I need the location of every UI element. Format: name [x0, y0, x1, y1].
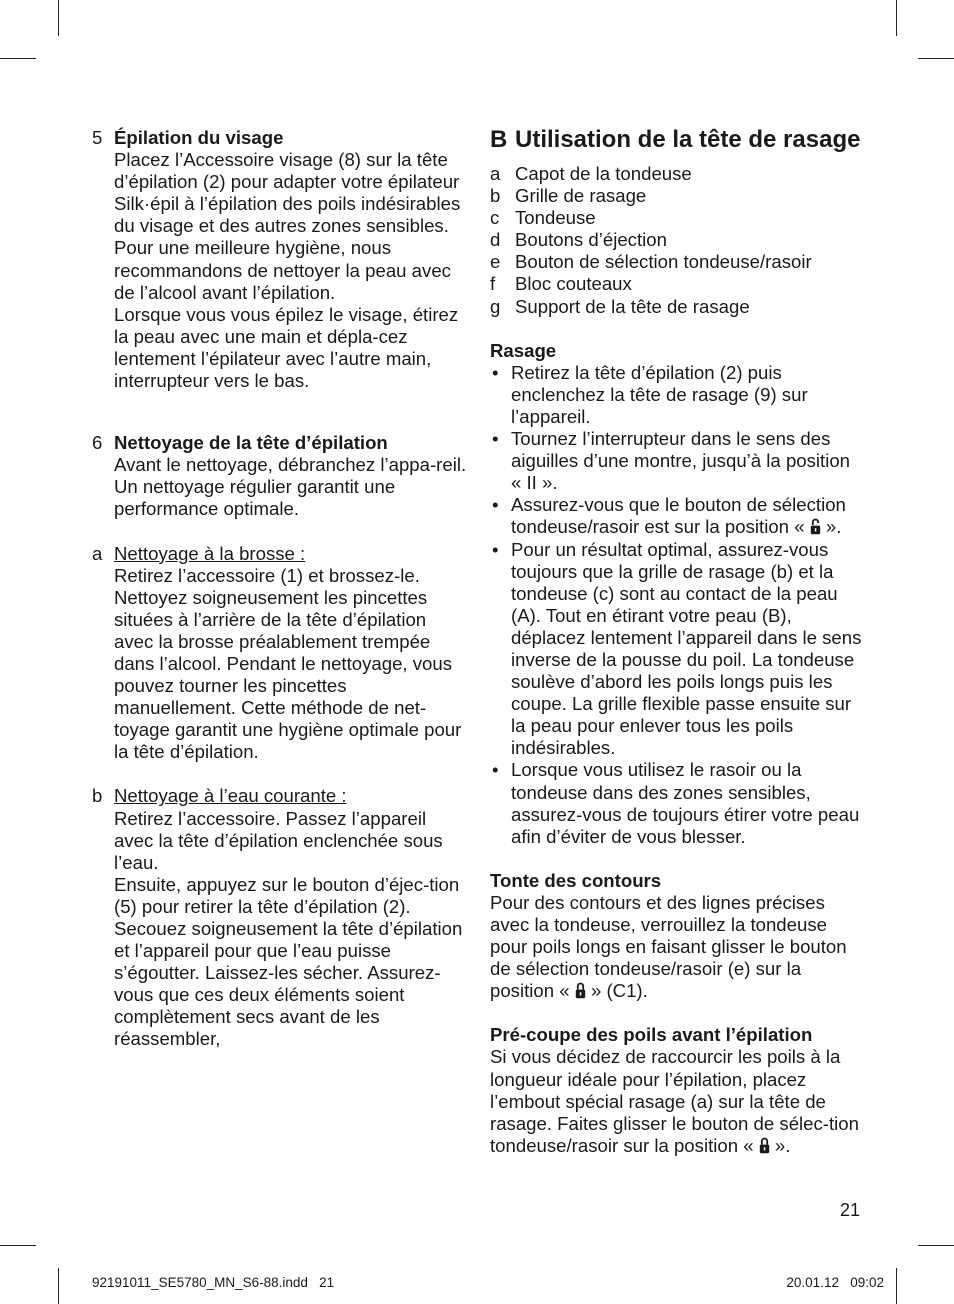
part-key: e — [490, 251, 501, 273]
paragraph-text: Pour des contours et des lignes précises avec la tondeuse, verrouillez la tondeuse pour poils longs en faisant glisser le bouton de sélection tondeuse/rasoir (e) sur la position « — [490, 891, 847, 1002]
bullet-text: Pour un résultat optimal, assurez-vous toujours que la grille de rasage (b) et la tondeuse (c) sont au contact de la peau (A). Tout en étirant votre peau (B), déplacez lentement l’appareil dans le sens inverse de la pousse du poil. La tondeuse soulève d’abord les poils longs puis les coupe. La grille flexible passe ensuite sur la peau pour enlever tous les poils indésirables. — [511, 538, 862, 759]
paragraph-text: Si vous décidez de raccourcir les poils à la longueur idéale pour l’épilation, placez l’embout spécial rasage (a) sur la tête de rasage. Faites glisser le bouton de sélec-tion tondeuse/rasoir sur la position « — [490, 1046, 859, 1156]
footer-filename: 92191011_SE5780_MN_S6-88.indd 21 — [92, 1275, 335, 1290]
crop-mark — [0, 1245, 36, 1246]
section-head-cleaning — [92, 432, 467, 520]
subsection-title: Pré-coupe des poils avant l’épilation — [490, 1024, 813, 1046]
paragraph: Lorsque vous vous épilez le visage, étirez la peau avec une main et dépla-cez lentement l’épilateur avec l’autre main, interrupteur vers le bas. — [114, 303, 459, 392]
bullet-dot: • — [492, 538, 499, 560]
bullet-text: Assurez-vous que le bouton de sélection tondeuse/rasoir est sur la position « — [511, 494, 846, 538]
part-label: Capot de la tondeuse — [515, 163, 692, 184]
crop-mark — [918, 1245, 954, 1246]
section-letter: B — [490, 126, 508, 153]
subsection-brush-cleaning — [92, 543, 467, 764]
paragraph: Secouez soigneusement la tête d’épilation et l’appareil pour que l’eau puisse s’égoutter. Laissez-les sécher. Assurez-vous que ces deux éléments soient complètement secs avant de les réassembler, — [114, 918, 463, 1050]
bullet-item — [490, 428, 862, 494]
part-label: Bloc couteaux — [515, 273, 632, 295]
part-key: g — [490, 295, 501, 317]
footer-timestamp: 20.01.12 09:02 — [786, 1275, 884, 1290]
section-number: 5 — [92, 127, 103, 148]
section-face-epilation — [92, 127, 467, 392]
section-title: Épilation du visage — [114, 127, 284, 148]
subsection-letter: a — [92, 542, 103, 564]
section-number: 6 — [92, 432, 103, 454]
crop-mark — [58, 1268, 59, 1304]
part-key: c — [490, 207, 500, 229]
section-heading-text: Utilisation de la tête de rasage — [515, 126, 861, 153]
crop-mark — [896, 1268, 897, 1304]
list-item — [490, 207, 862, 229]
part-label: Bouton de sélection tondeuse/rasoir — [515, 251, 812, 273]
section-pre-trim — [490, 1024, 862, 1157]
bullet-dot: • — [492, 428, 499, 450]
bullet-dot: • — [492, 361, 499, 383]
bullet-text: Lorsque vous utilisez le rasoir ou la tondeuse dans des zones sensibles, assurez-vous de toujours étirer votre peau afin d’éviter de vous blesser. — [511, 759, 860, 847]
subsection-title: Rasage — [490, 339, 557, 361]
bullet-text-end: ». — [825, 516, 842, 538]
part-key: f — [490, 273, 496, 295]
list-item — [490, 185, 862, 207]
bullet-dot: • — [492, 494, 499, 516]
right-column — [490, 127, 862, 1157]
crop-mark — [58, 0, 59, 36]
bullet-text: Tournez l’interrupteur dans le sens des aiguilles d’une montre, jusqu’à la position « II ». — [511, 428, 851, 494]
bullet-dot: • — [492, 759, 499, 781]
page-number: 21 — [839, 1200, 860, 1220]
subsection-title: Tonte des contours — [490, 869, 662, 891]
subsection-water-cleaning — [92, 785, 467, 1050]
part-key: b — [490, 185, 501, 207]
unlocked-padlock-icon — [810, 518, 821, 535]
bullet-item — [490, 494, 862, 538]
section-contour-trimming — [490, 870, 862, 1003]
bullet-item — [490, 539, 862, 760]
list-item — [490, 273, 862, 295]
paragraph: Retirez l’accessoire (1) et brossez-le. Nettoyez soigneusement les pincettes situées à l’arrière de la tête d’épilation avec la brosse préalablement trempée dans l’alcool. Pendant le nettoyage, vous pouvez tourner les pincettes manuellement. Cette méthode de net-toyage garantit une hygiène optimale pour la tête d’épilation. — [114, 564, 462, 763]
locked-padlock-icon — [575, 982, 586, 999]
subsection-letter: b — [92, 785, 103, 807]
paragraph: Placez l’Accessoire visage (8) sur la tête d’épilation (2) pour adapter votre épilateur Silk·épil à l’épilation des poils indésirables du visage et des autres zones sensibles. — [114, 149, 461, 237]
paragraph: Avant le nettoyage, débranchez l’appa-reil. Un nettoyage régulier garantit une performance optimale. — [114, 454, 467, 520]
crop-mark — [896, 0, 897, 36]
part-label: Grille de rasage — [515, 185, 647, 207]
bullet-text: Retirez la tête d’épilation (2) puis enclenchez la tête de rasage (9) sur l’appareil. — [511, 361, 808, 427]
part-label: Boutons d’éjection — [515, 229, 667, 251]
bullet-item — [490, 759, 862, 847]
subsection-title: Nettoyage à la brosse : — [114, 542, 306, 564]
part-label: Support de la tête de rasage — [515, 295, 750, 317]
crop-mark — [918, 58, 954, 59]
bullet-item — [490, 362, 862, 428]
crop-mark — [0, 58, 36, 59]
list-item — [490, 251, 862, 273]
subsection-title: Nettoyage à l’eau courante : — [114, 785, 347, 807]
parts-list — [490, 163, 862, 318]
paragraph: Pour une meilleure hygiène, nous recommandons de nettoyer la peau avec de l’alcool avant l’épilation. — [114, 237, 451, 303]
paragraph: Ensuite, appuyez sur le bouton d’éjec-tion (5) pour retirer la tête d’épilation (2). — [114, 873, 460, 917]
part-key: a — [490, 163, 501, 184]
left-column — [92, 127, 467, 1051]
section-title: Nettoyage de la tête d’épilation — [114, 432, 388, 454]
list-item — [490, 296, 862, 318]
part-key: d — [490, 229, 501, 251]
list-item — [490, 163, 862, 185]
section-shaving — [490, 340, 862, 848]
paragraph-text-end: ». — [774, 1134, 791, 1156]
paragraph — [490, 892, 862, 1002]
part-label: Tondeuse — [515, 207, 596, 229]
paragraph-text-end: » (C1). — [590, 980, 648, 1002]
locked-padlock-icon — [759, 1137, 770, 1154]
section-heading — [490, 127, 862, 153]
paragraph: Retirez l’accessoire. Passez l’appareil avec la tête d’épilation enclenchée sous l’eau. — [114, 807, 443, 873]
list-item — [490, 229, 862, 251]
paragraph — [490, 1046, 862, 1156]
